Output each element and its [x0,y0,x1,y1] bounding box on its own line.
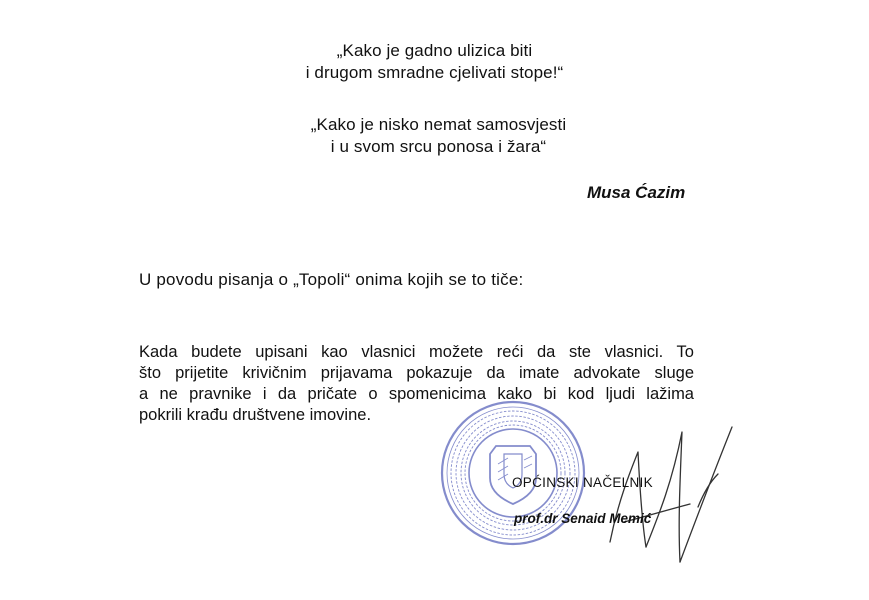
epigraph-author: Musa Ćazim [587,183,686,202]
verse-line: „Kako je nisko nemat samosvjesti [310,115,567,134]
verse-line: i u svom srcu ponosa i žara“ [330,137,547,156]
epigraph-verse-2 [4,114,869,158]
verse-line: „Kako je gadno ulizica biti [336,41,533,60]
body-line: Kada budete upisani kao vlasnici možete reći da ste vlasnici. To [139,343,694,361]
office-title: OPĆINSKI NAČELNIK [512,475,653,490]
body-line: pokrili krađu društvene imovine. [139,406,372,424]
signature-icon [600,412,760,572]
signer-name: prof.dr Senaid Memić [514,511,652,526]
verse-line: i drugom smradne cjelivati stope!“ [305,63,564,82]
epigraph-verse-1 [0,40,869,84]
body-line: što prijetite krivičnim prijavama pokazuje da imate advokate sluge [139,364,694,382]
body-line: a ne pravnike i da pričate o spomenicima kako bi kod ljudi lažima [139,385,694,403]
intro-line: U povodu pisanja o „Topoli“ onima kojih se to tiče: [139,270,524,289]
